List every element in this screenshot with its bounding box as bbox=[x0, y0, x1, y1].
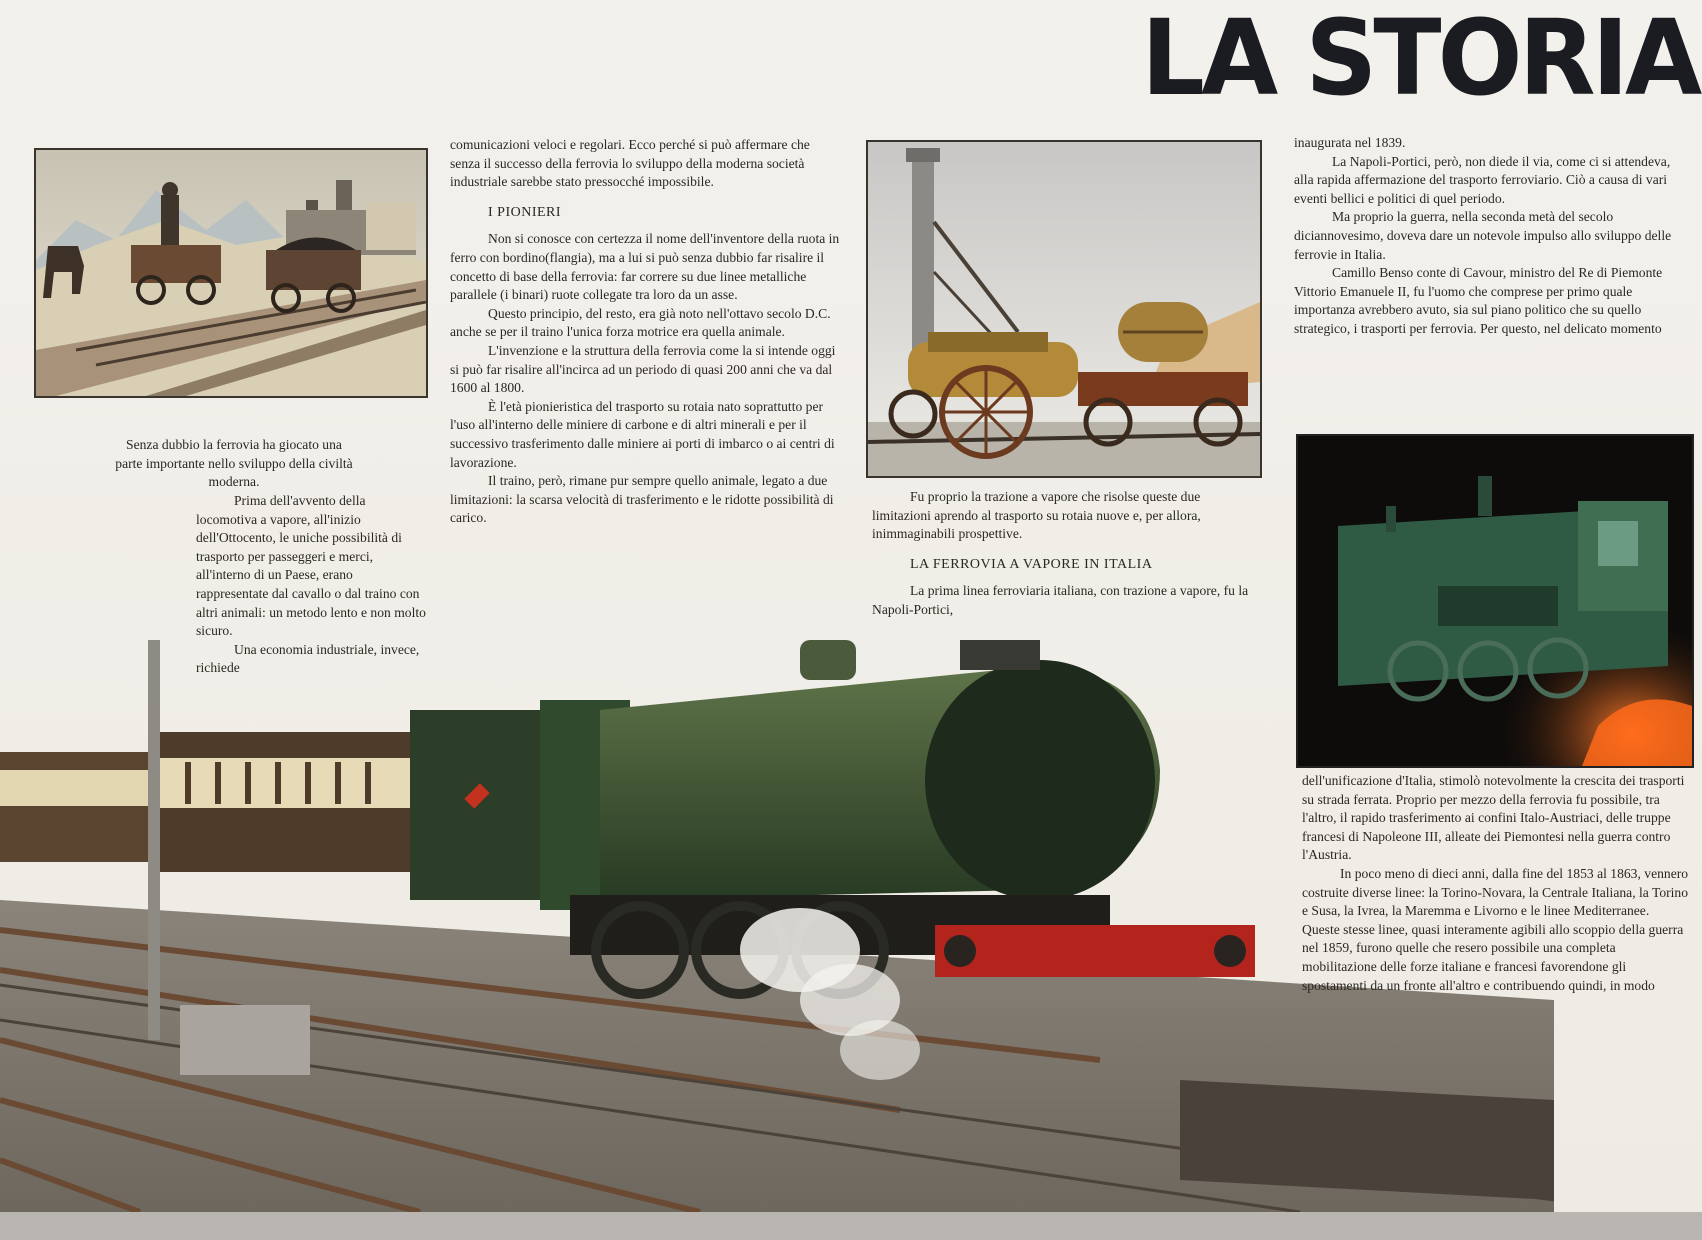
illustration-horse-wagons bbox=[34, 148, 428, 398]
intro-line-1: Senza dubbio la ferrovia ha giocato una bbox=[126, 437, 342, 452]
text-column-1 bbox=[196, 492, 428, 678]
col2-paragraph-0: comunicazioni veloci e regolari. Ecco perché si può affermare che senza il successo della ferrovia lo sviluppo della moderna società industriale sarebbe stato pressocché impossibile. bbox=[450, 137, 810, 190]
page-title: LA STORIA bbox=[1140, 0, 1698, 119]
col2-paragraph-3: L'invenzione e la struttura della ferrovia come la si intende oggi si può far risalire all'incirca ad un periodo di quasi 200 anni che va dal 1600 al 1800. bbox=[450, 342, 836, 396]
intro-line-3: moderna. bbox=[208, 474, 260, 490]
col1-paragraph-1: Prima dell'avvento della locomotiva a vapore, all'inizio dell'Ottocento, le uniche possibilità di trasporto per passeggeri e merci, all'interno di un Paese, erano rappresentate dal cavallo o dal traino con altri animali: un metodo lento e non molto sicuro. bbox=[196, 493, 426, 639]
col3-paragraph-2: La prima linea ferroviaria italiana, con trazione a vapore, fu la Napoli-Portici, bbox=[872, 583, 1249, 617]
col4-paragraph-2: Ma proprio la guerra, nella seconda metà del secolo diciannovesimo, doveva dare un notevole impulso allo sviluppo delle ferrovie in Italia. bbox=[1294, 209, 1672, 262]
col5-paragraph-2: In poco meno di dieci anni, dalla fine del 1853 al 1863, vennero costruite diverse linee: la Torino-Novara, la Centrale Italiana, la Torino e Susa, la Ivrea, la Maremma e Livorno e le linee Mediterranee. Queste stesse linee, quasi interamente agibili allo scoppio della guerra nel 1859, furono quelle che resero possibile una completa mobilitazione delle forze italiane e francesi favorendone gli spostamenti da un fronte all'altro e contribuendo quindi, in modo bbox=[1302, 865, 1689, 993]
section-heading-pionieri: I PIONIERI bbox=[488, 204, 562, 220]
section-heading-ferrovia-italia: LA FERROVIA A VAPORE IN ITALIA bbox=[910, 556, 1153, 572]
text-column-2 bbox=[450, 136, 840, 528]
text-column-3 bbox=[872, 488, 1260, 620]
col5-paragraph-1: dell'unificazione d'Italia, stimolò notevolmente la crescita dei trasporti su strada ferrata. Proprio per mezzo della ferrovia fu possibile, tra l'altro, il rapido trasferimento ai confini Italo-Austriaci, delle truppe francesi di Napoleone III, alleate dei Piemontesi nella guerra contro l'Austria. bbox=[1302, 773, 1685, 863]
col2-paragraph-5: Il traino, però, rimane pur sempre quello animale, legato a due limitazioni: la scarsa velocità di trasferimento e le ridotte possibilità di carico. bbox=[450, 473, 834, 526]
scan-edge bbox=[0, 1212, 1702, 1240]
col2-paragraph-2: Questo principio, del resto, era già noto nell'ottavo secolo D.C. anche se per il traino l'unica forza motrice era quella animale. bbox=[450, 305, 831, 340]
col4-paragraph-0: inaugurata nel 1839. bbox=[1294, 135, 1406, 150]
col1-paragraph-2: Una economia industriale, invece, richiede bbox=[196, 641, 420, 676]
illustration-rocket-locomotive bbox=[866, 140, 1262, 478]
col3-paragraph-1: Fu proprio la trazione a vapore che risolse queste due limitazioni aprendo al trasporto su rotaia nuove e, per allora, inimmaginabili prospettive. bbox=[872, 489, 1201, 542]
intro-line-2: parte importante nello sviluppo della civiltà bbox=[115, 455, 353, 471]
col2-paragraph-4: È l'età pionieristica del trasporto su rotaia nato soprattutto per l'uso all'interno delle miniere di carbone e di altri minerali e per il successivo trasferimento dalle miniere ai porti di imbarco o ai centri di lavorazione. bbox=[450, 398, 835, 470]
text-column-4 bbox=[1294, 134, 1688, 339]
col4-paragraph-1: La Napoli-Portici, però, non diede il via, come ci si attendeva, alla rapida affermazione del trasporto ferroviario. Ciò a causa di vari eventi bellici e politici di quel periodo. bbox=[1294, 153, 1671, 206]
col2-paragraph-1: Non si conosce con certezza il nome dell'inventore della ruota in ferro con bordino(flangia), ma a lui si può senza dubbio far risalire il concetto di base della ferrovia: far correre su due linee metalliche parallele (i binari) ruote collegate tra loro da un asse. bbox=[450, 231, 840, 303]
col4-paragraph-3: Camillo Benso conte di Cavour, ministro del Re di Piemonte Vittorio Emanuele II, fu l'uomo che comprese per primo quale importanza avrebbero avuto, sia sul piano politico che su quello strategico, i trasporti per ferrovia. Per questo, nel delicato momento bbox=[1294, 265, 1663, 336]
intro-text bbox=[40, 436, 428, 492]
text-column-5 bbox=[1302, 772, 1690, 995]
